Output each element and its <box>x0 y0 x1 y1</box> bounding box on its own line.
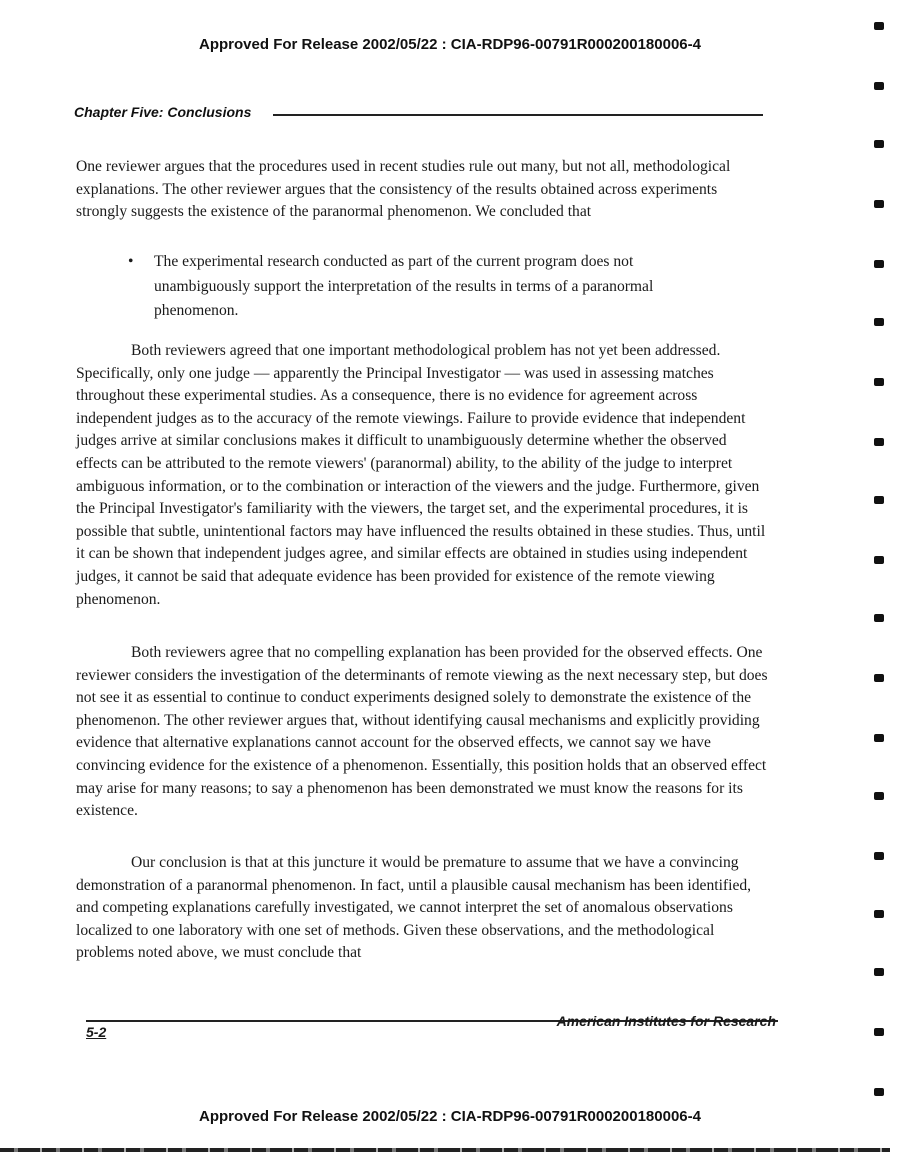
punch-mark <box>874 910 884 918</box>
punch-mark <box>874 260 884 268</box>
bullet-item <box>128 250 688 324</box>
punch-mark <box>874 140 884 148</box>
paragraph-3: Both reviewers agree that no compelling explanation has been provided for the observed effects. One reviewer considers the investigation of the determinants of remote viewing as the next necessary step, but does not see it as essential to continue to conduct experiments designed solely to demonstrate the existence of the phenomenon. The other reviewer argues that, without identifying causal mechanisms and explicitly providing evidence that alternative explanations cannot account for the observed effects, we cannot say we have convincing evidence for the existence of a phenomenon. Essentially, this position holds that an observed effect may arise for many reasons; to say a phenomenon has been demonstrated we must know the reasons for its existence. <box>76 644 768 820</box>
punch-mark <box>874 378 884 386</box>
punch-mark <box>874 792 884 800</box>
organization-name: American Institutes for Research <box>556 1013 776 1029</box>
punch-mark <box>874 968 884 976</box>
punch-mark <box>874 734 884 742</box>
release-stamp-bottom: Approved For Release 2002/05/22 : CIA-RDP96-00791R000200180006-4 <box>199 1108 701 1125</box>
bullet-text: The experimental research conducted as part of the current program does not unambiguously support the interpretation of the results in terms of a paranormal phenomenon. <box>154 253 654 319</box>
punch-mark <box>874 200 884 208</box>
punch-mark <box>874 438 884 446</box>
punch-mark <box>874 22 884 30</box>
page-number: 5-2 <box>86 1024 107 1040</box>
chapter-title: Chapter Five: Conclusions <box>74 104 252 120</box>
paragraph-4: Our conclusion is that at this juncture it would be premature to assume that we have a convincing demonstration of a paranormal phenomenon. In fact, until a plausible causal mechanism has been identified, and competing explanations carefully investigated, we cannot interpret the set of anomalous observations localized to one laboratory with one set of methods. Given these observations, and the methodological problems noted above, we must conclude that <box>76 854 752 962</box>
paragraph-2: Both reviewers agreed that one important methodological problem has not yet been addressed. Specifically, only one judge — apparently the Principal Investigator — was used in assessing matches throughout these experimental studies. As a consequence, there is no evidence for agreement across independent judges as to the accuracy of the remote viewings. Failure to provide evidence that independent judges arrive at similar conclusions makes it difficult to unambiguously determine whether the observed effects can be attributed to the remote viewers' (paranormal) ability, to the ability of the judge to interpret ambiguous information, or to the combination or interaction of the viewers and the judge. Furthermore, given the Principal Investigator's familiarity with the viewers, the target set, and the experimental procedures, it is possible that subtle, unintentional factors may have influenced the results obtained in these studies. Thus, until it can be shown that independent judges agree, and similar effects are obtained in studies using independent judges, it cannot be said that adequate evidence has been provided for existence of the remote viewing phenomenon. <box>76 342 766 608</box>
punch-mark <box>874 82 884 90</box>
punch-mark <box>874 318 884 326</box>
punch-mark <box>874 1028 884 1036</box>
bullet-marker: • <box>128 253 134 270</box>
punch-mark <box>874 556 884 564</box>
release-stamp-top: Approved For Release 2002/05/22 : CIA-RDP96-00791R000200180006-4 <box>199 36 701 53</box>
punch-mark <box>874 852 884 860</box>
chapter-title-rule <box>273 114 763 116</box>
punch-mark <box>874 614 884 622</box>
paragraph-1: One reviewer argues that the procedures used in recent studies rule out many, but not all, methodological explanations. The other reviewer argues that the consistency of the results obtained across experiments strongly suggests the existence of the paranormal phenomenon. We concluded that <box>76 158 731 221</box>
punch-mark <box>874 496 884 504</box>
punch-mark <box>874 1088 884 1096</box>
punch-mark <box>874 674 884 682</box>
scan-edge-strip <box>0 1148 890 1152</box>
